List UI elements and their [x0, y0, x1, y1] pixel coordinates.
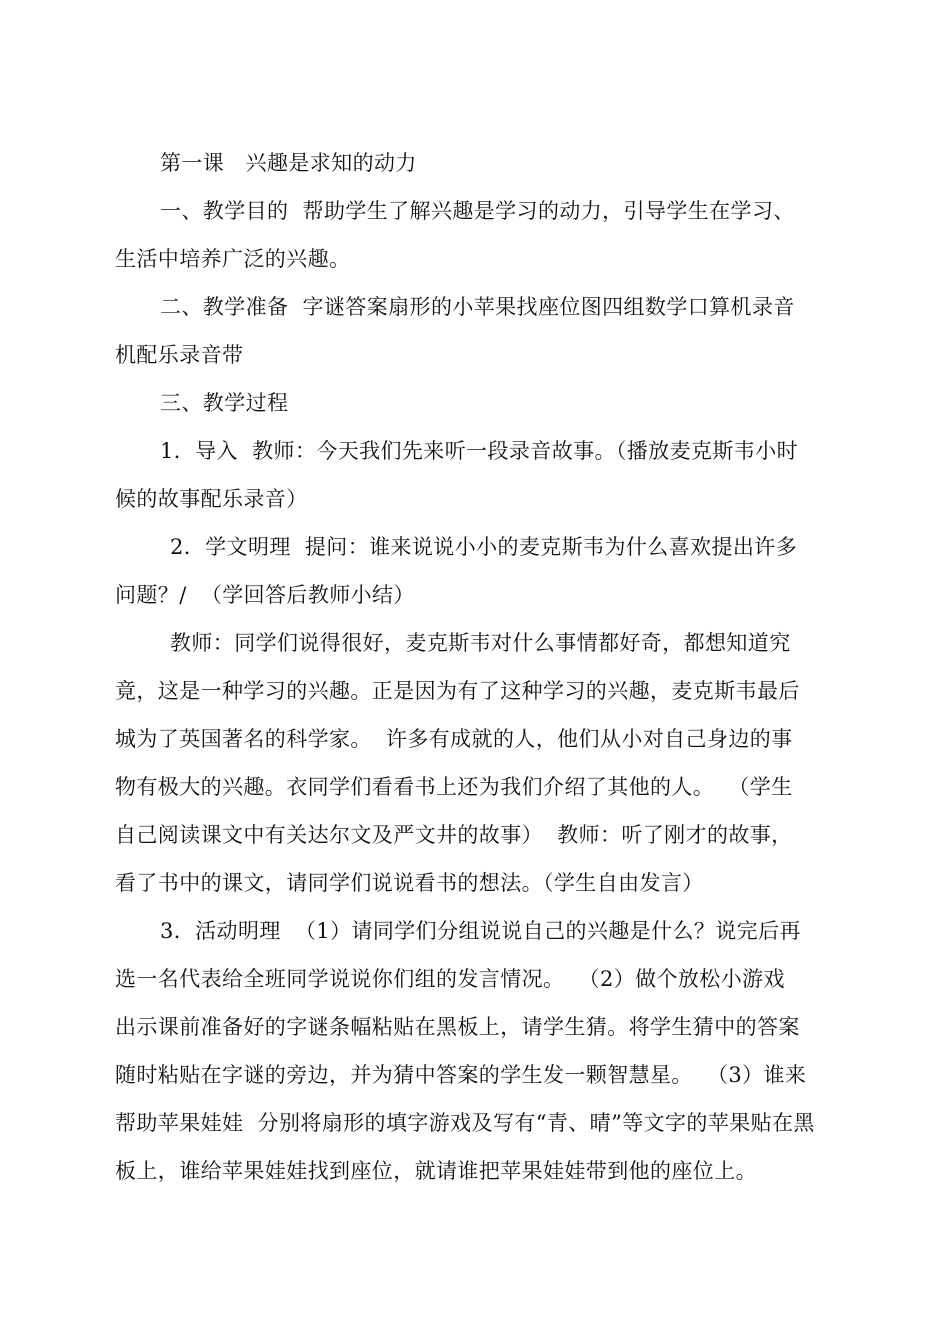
paragraph-line: 物有极大的兴趣。衣同学们看看书上还为我们介绍了其他的人。 （学生	[115, 775, 793, 799]
paragraph-line: 教师：同学们说得很好，麦克斯韦对什么事情都好奇，都想知道究	[170, 631, 791, 655]
paragraph-line: 生活中培养广泛的兴趣。	[115, 247, 351, 271]
paragraph-line: 随时粘贴在字谜的旁边，并为猜中答案的学生发一颗智慧星。 （3）谁来	[115, 1063, 807, 1087]
lesson-title: 第一课 兴趣是求知的动力	[160, 151, 417, 175]
paragraph-line: 看了书中的课文，请同学们说说看书的想法。（学生自由发言）	[115, 871, 704, 895]
paragraph-line: 竟，这是一种学习的兴趣。正是因为有了这种学习的兴趣，麦克斯韦最后	[115, 679, 800, 703]
paragraph-line: 2．学文明理 提问：谁来说说小小的麦克斯韦为什么喜欢提出许多	[170, 535, 798, 559]
paragraph-line: 帮助苹果娃娃 分别将扇形的填字游戏及写有“青、晴”等文字的苹果贴在黑	[115, 1111, 815, 1135]
paragraph-line: 板上，谁给苹果娃娃找到座位，就请谁把苹果娃娃带到他的座位上。	[115, 1159, 757, 1183]
paragraph-line: 候的故事配乐录音）	[115, 487, 308, 511]
paragraph-line: 出示课前准备好的字谜条幅粘贴在黑板上，请学生猜。将学生猜中的答案	[115, 1015, 800, 1039]
paragraph-line: 自己阅读课文中有关达尔文及严文井的故事） 教师：听了刚才的故事，	[115, 823, 793, 847]
paragraph-line: 一、教学目的 帮助学生了解兴趣是学习的动力，引导学生在学习、	[160, 199, 795, 223]
paragraph-line: 二、教学准备 字谜答案扇形的小苹果找座位图四组数学口算机录音	[160, 295, 795, 319]
paragraph-line: 3．活动明理 （1）请同学们分组说说自己的兴趣是什么？说完后再	[160, 919, 801, 943]
paragraph-line: 城为了英国著名的科学家。 许多有成就的人，他们从小对自己身边的事	[115, 727, 793, 751]
paragraph-line: 问题？/ （学回答后教师小结）	[115, 583, 415, 607]
paragraph-line: 1．导入 教师：今天我们先来听一段录音故事。（播放麦克斯韦小时	[160, 439, 799, 463]
paragraph-line: 选一名代表给全班同学说说你们组的发言情况。 （2）做个放松小游戏	[115, 967, 785, 991]
paragraph-line: 机配乐录音带	[115, 343, 244, 367]
section-heading: 三、教学过程	[160, 391, 289, 415]
